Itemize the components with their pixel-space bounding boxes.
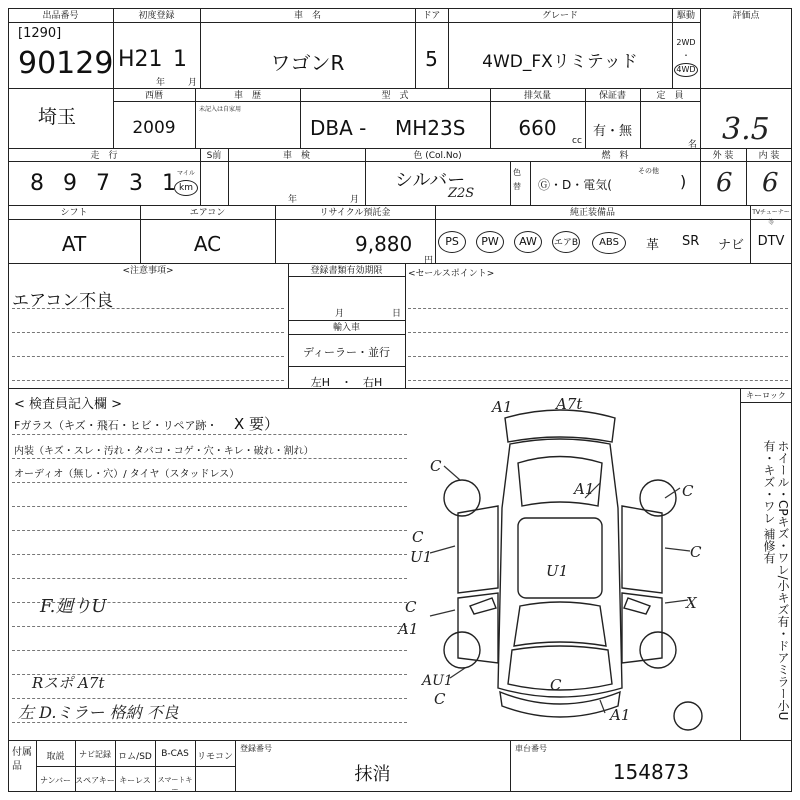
mark-c-fl: C <box>405 598 417 616</box>
mark-u1-center: U1 <box>546 562 569 580</box>
equip-ps <box>438 230 466 253</box>
mark-x-mirror: X <box>686 594 697 612</box>
caution: エアコン不良 <box>12 291 114 311</box>
mark-c-rl: C <box>430 457 442 475</box>
mark-u1-left: U1 <box>410 548 433 566</box>
equip-airbag <box>552 230 580 253</box>
reg-label: 登録番号 <box>240 744 272 753</box>
steering: 左H ・ 右H <box>310 376 383 389</box>
year-label: 西暦 <box>144 91 163 101</box>
equip-aw-mark: AW <box>514 231 542 253</box>
interior: 6 <box>762 168 779 198</box>
mark-a1-rear: A1 <box>492 398 513 416</box>
ac: AC <box>193 232 222 256</box>
acc-remote: リモコン <box>196 752 233 762</box>
deadline-month: 月 <box>335 309 345 319</box>
reg: 抹消 <box>354 764 391 785</box>
equip-sr: SR <box>682 234 700 249</box>
odometer-label: S前 <box>206 151 222 161</box>
chassis-label: 車台番号 <box>515 744 547 753</box>
interior-label: 内 装 <box>758 151 780 161</box>
equip-navi: ナビ <box>718 238 745 253</box>
color-code: Z2S <box>448 186 475 201</box>
acc-bcas: B-CAS <box>161 749 189 759</box>
color-label: 色 (Col.No) <box>413 151 462 161</box>
mark-a1-left: A1 <box>398 620 419 638</box>
ac-label: エアコン <box>189 208 226 218</box>
capacity-unit: 名 <box>688 140 698 150</box>
grade-label: グレード <box>541 11 578 21</box>
shift-label: シフト <box>60 208 88 218</box>
acc-number: ナンバー <box>39 776 72 785</box>
drive-4wd: 4WD <box>674 63 698 77</box>
first-reg-era: H21 <box>118 47 163 72</box>
type-label: 型 式 <box>381 91 409 101</box>
inspection-year: 年 <box>288 195 298 205</box>
warranty-label: 保証書 <box>598 91 626 101</box>
glass-mark: X 要） <box>234 415 280 433</box>
year-unit: 年 <box>156 78 166 88</box>
lot-number: 90129 <box>18 46 114 81</box>
sales-label: <セールスポイント> <box>408 269 495 279</box>
deadline-label: 登録書類有効期限 <box>310 266 383 276</box>
acc-spare-key: スペアキー <box>75 776 115 785</box>
mark-c-left: C <box>412 528 424 546</box>
lot-label: 出品番号 <box>42 11 79 21</box>
year: 2009 <box>132 118 176 138</box>
exterior: 6 <box>716 168 733 198</box>
type-code: MH23S <box>395 116 466 140</box>
model-label: 車 名 <box>293 11 321 21</box>
grade: 4WD_FXリミテッド <box>482 52 638 72</box>
drive-dot: ・ <box>682 51 690 60</box>
displacement: 660 <box>518 116 557 140</box>
history-note: 未記入は自家用 <box>199 106 242 113</box>
caution-label: <注意事項> <box>122 266 174 276</box>
capacity-label: 定 員 <box>656 91 684 101</box>
audio-line: オーディオ（無し・穴）/ タイヤ（スタッドレス） <box>14 469 240 480</box>
region: 埼玉 <box>38 106 77 128</box>
mileage-label: 走 行 <box>90 151 118 161</box>
dealer: ディーラー・並行 <box>302 346 391 359</box>
model-name: ワゴンR <box>270 51 345 75</box>
acc-smart-key: スマートキー <box>157 776 193 794</box>
fuel-label: 燃 料 <box>601 151 629 161</box>
color: シルバー <box>395 170 466 191</box>
acc-keyless: キーレス <box>119 776 151 785</box>
mileage: 8 9 7 3 1 <box>30 171 182 196</box>
cc-unit: cc <box>572 136 582 146</box>
color-change-label: 色替 <box>513 168 521 191</box>
mileage-unit: km <box>174 180 198 196</box>
mark-c-rr: C <box>682 482 694 500</box>
equip-airbag-mark: エアB <box>552 231 580 253</box>
hand-note-front: F.廻りU <box>40 596 107 617</box>
hand-note-mirror: 左 D.ミラー 格納 不良 <box>18 703 179 722</box>
equip-abs <box>592 230 626 254</box>
acc-manual: 取説 <box>46 752 65 762</box>
mark-au1: AU1 <box>422 673 453 689</box>
inspection-label: 車 検 <box>282 151 310 161</box>
inspection-month: 月 <box>350 195 360 205</box>
hand-note-rear: Rスポ A7t <box>32 674 105 692</box>
yen-unit: 円 <box>424 256 434 266</box>
acc-rom: ロム/SD <box>118 752 152 762</box>
exterior-label: 外 装 <box>712 151 734 161</box>
fuel-options: Ⓖ・D・電気( <box>538 178 612 192</box>
month-unit: 月 <box>188 78 198 88</box>
mark-c-hood: C <box>550 676 562 694</box>
mark-c-right: C <box>690 543 702 561</box>
accessories-label: 付属品 <box>12 747 32 772</box>
equip-abs-mark: ABS <box>592 232 626 254</box>
equip-ps-mark: PS <box>438 231 466 253</box>
recycle-label: リサイクル預託金 <box>319 208 391 218</box>
equip-leather: 革 <box>646 238 660 253</box>
deadline-day: 日 <box>392 309 402 319</box>
displacement-label: 排気量 <box>523 91 551 101</box>
mileage-unit-top: マイル <box>177 170 195 177</box>
interior-line: 内装（キズ・スレ・汚れ・タバコ・コゲ・穴・キレ・破れ・割れ） <box>14 446 314 457</box>
mark-a1-roof: A1 <box>574 480 595 498</box>
warranty: 有・無 <box>592 124 632 139</box>
first-reg-month: 1 <box>173 47 187 72</box>
first-reg-label: 初度登録 <box>138 11 175 21</box>
drive-label: 駆動 <box>676 11 695 21</box>
inspector-title: < 検査員記入欄 > <box>14 397 123 412</box>
import-label: 輸入車 <box>332 323 360 333</box>
chassis: 154873 <box>612 760 690 784</box>
tv-label: TVチューナー等 <box>752 209 790 226</box>
keylock-label: キーロック <box>746 391 786 400</box>
acc-navi-record: ナビ記録 <box>79 750 111 759</box>
mark-a7t: A7t <box>556 395 583 413</box>
doors-label: ドア <box>422 11 441 21</box>
lot-sub: [1290] <box>18 26 62 41</box>
side-note: ホイール・CPキズ・ワレ/小キズ有・ドアミラー小U有・キズ・ワレ 補修有 <box>762 440 790 721</box>
mark-c-front: C <box>434 690 446 708</box>
equipment-label: 純正装備品 <box>569 208 615 218</box>
glass-line: Fガラス（キズ・飛石・ヒビ・リペア跡・ <box>14 419 218 432</box>
equip-aw <box>514 230 542 253</box>
fuel-other: その他 <box>638 167 659 175</box>
recycle: 9,880 <box>355 232 413 256</box>
fuel-close: ) <box>680 172 687 191</box>
tv: DTV <box>757 234 785 249</box>
shift: AT <box>61 232 87 256</box>
doors: 5 <box>425 47 438 71</box>
equip-pw-mark: PW <box>476 231 504 253</box>
history-label: 車 歴 <box>233 91 261 101</box>
type-prefix: DBA - <box>310 116 367 140</box>
equip-pw <box>476 230 504 253</box>
drive-2wd: 2WD <box>676 38 696 47</box>
score-label: 評価点 <box>732 11 760 21</box>
mark-a1-front: A1 <box>610 706 631 724</box>
score: 3.5 <box>722 112 770 147</box>
